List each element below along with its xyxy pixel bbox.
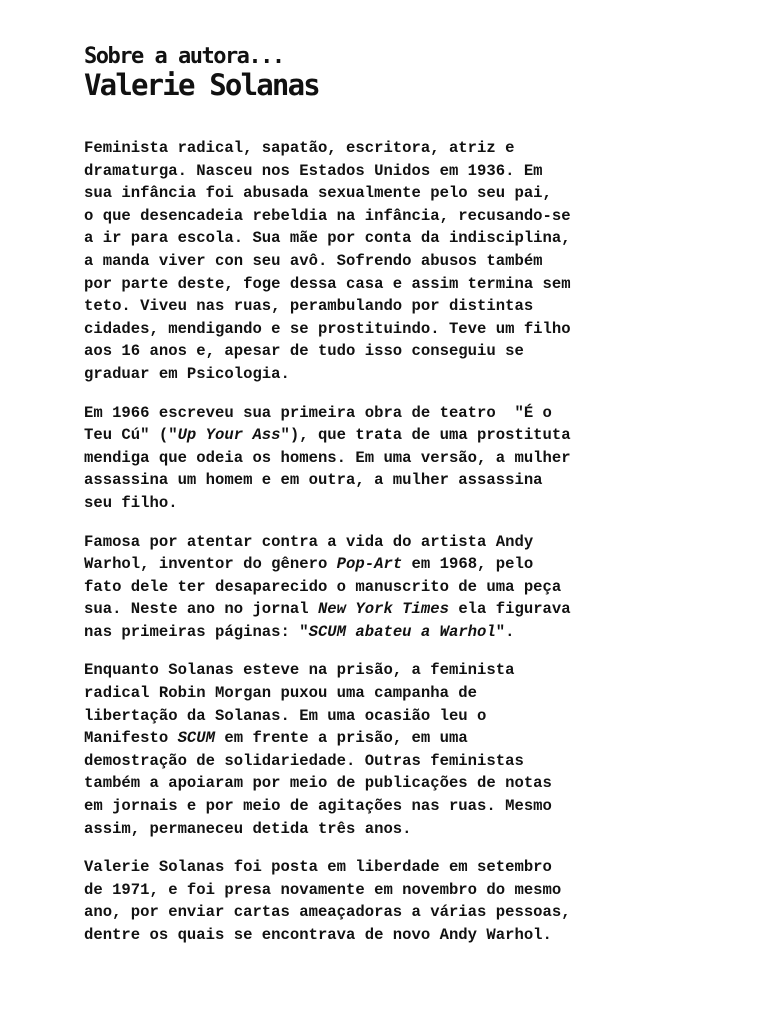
text-run: em 1968, pelo (402, 555, 534, 574)
text-line: seu filho. (84, 493, 178, 512)
scum-italic: SCUM (177, 729, 216, 748)
text-line: fato dele ter desaparecido o manuscrito de uma peça (84, 577, 562, 596)
pop-art-italic: Pop-Art (336, 555, 403, 574)
text-line: radical Robin Morgan puxou uma campanha de (84, 684, 478, 703)
text-line: Enquanto Solanas esteve na prisão, a feminista (84, 661, 515, 680)
paragraph-release (84, 856, 684, 946)
text-line: por parte deste, foge dessa casa e assim termina sem (84, 274, 571, 293)
body-text (84, 137, 684, 963)
text-run: Teu Cú" (" (84, 426, 178, 445)
text-run: ". (495, 622, 515, 641)
text-line: graduar em Psicologia. (84, 364, 290, 383)
page-title: Valerie Solanas (84, 68, 319, 102)
headline-italic: SCUM abateu a Warhol (308, 622, 496, 641)
paragraph-warhol (84, 531, 684, 644)
text-line: dentre os quais se encontrava de novo Andy Warhol. (84, 926, 552, 944)
text-line: assassina um homem e em outra, a mulher assassina (84, 471, 543, 490)
newspaper-name-italic: New York Times (317, 600, 449, 619)
text-run: Manifesto (84, 729, 178, 748)
text-line: Em 1966 escreveu sua primeira obra de teatro "É o (84, 403, 552, 422)
text-line: ano, por enviar cartas ameaçadoras a várias pessoas, (84, 903, 571, 922)
text-line (84, 598, 684, 621)
paragraph-prison (84, 659, 684, 840)
text-line: sua infância foi abusada sexualmente pelo seu pai, (84, 184, 552, 203)
text-run: "), que trata de uma prostituta (280, 426, 571, 445)
text-line: demostração de solidariedade. Outras feministas (84, 751, 524, 770)
text-line: Valerie Solanas foi posta em liberdade em setembro (84, 858, 552, 877)
play-title-italic: Up Your Ass (177, 426, 281, 445)
text-line: em jornais e por meio de agitações nas ruas. Mesmo (84, 797, 552, 816)
paragraph-play (84, 402, 684, 515)
text-line: Feminista radical, sapatão, escritora, atriz e (84, 139, 515, 157)
text-line: assim, permaneceu detida três anos. (84, 819, 412, 838)
text-line: também a apoiaram por meio de publicações de notas (84, 774, 552, 793)
page-heading (84, 44, 319, 100)
text-line (84, 553, 684, 576)
text-run: Warhol, inventor do gênero (84, 555, 337, 574)
text-line (84, 424, 684, 447)
heading-kicker: Sobre a autora... (84, 44, 284, 69)
text-line: a manda viver con seu avô. Sofrendo abusos também (84, 251, 543, 270)
text-line (84, 621, 684, 644)
text-line: libertação da Solanas. Em uma ocasião leu o (84, 706, 487, 725)
text-line: cidades, mendigando e se prostituindo. Teve um filho (84, 319, 571, 338)
text-line: dramaturga. Nasceu nos Estados Unidos em 1936. Em (84, 161, 543, 180)
text-line: aos 16 anos e, apesar de tudo isso conseguiu se (84, 342, 524, 361)
paragraph-biography (84, 137, 684, 386)
text-line: de 1971, e foi presa novamente em novembro do mesmo (84, 880, 562, 899)
text-line: Famosa por atentar contra a vida do artista Andy (84, 532, 534, 551)
text-line: teto. Viveu nas ruas, perambulando por distintas (84, 297, 534, 316)
text-run: sua. Neste ano no jornal (84, 600, 318, 619)
text-line (84, 727, 684, 750)
text-line: mendiga que odeia os homens. Em uma versão, a mulher (84, 448, 571, 467)
text-run: ela figurava (448, 600, 571, 619)
text-line: o que desencadeia rebeldia na infância, recusando-se (84, 206, 571, 225)
text-run: em frente a prisão, em uma (215, 729, 468, 748)
text-line: a ir para escola. Sua mãe por conta da indisciplina, (84, 229, 571, 248)
text-run: nas primeiras páginas: " (84, 622, 309, 641)
